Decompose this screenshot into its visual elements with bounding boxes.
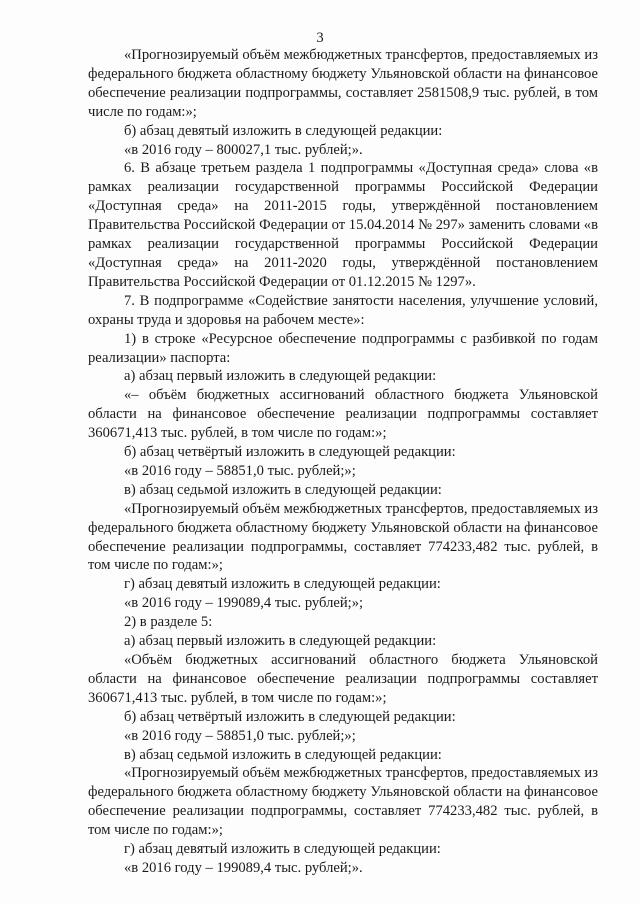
paragraph: а) абзац первый изложить в следующей редакции: <box>124 368 437 385</box>
paragraph: «Прогнозируемый объём межбюджетных трансфертов, предоставляемых из федерального бюджета областному бюджету Ульяновской области на финансовое обеспечение реализации подпрограммы, составляет 774233,482 тыс. рублей, в том числе по годам:»; <box>88 765 598 839</box>
paragraph: 1) в строке «Ресурсное обеспечение подпрограммы с разбивкой по годам реализации» паспорта: <box>88 330 598 366</box>
paragraph: г) абзац девятый изложить в следующей редакции: <box>124 841 441 858</box>
paragraph: 2) в разделе 5: <box>124 614 213 631</box>
paragraph: «в 2016 году – 800027,1 тыс. рублей;». <box>124 141 363 158</box>
paragraph: «в 2016 году – 58851,0 тыс. рублей;»; <box>124 727 356 744</box>
paragraph: 6. В абзаце третьем раздела 1 подпрограммы «Доступная среда» слова «в рамках реализации государственной программы Российской Федерации «Доступная среда» на 2011-2015 годы, утверждённой постановлением Правительства Российской Федерации от 15.04.2014 № 297» заменить словами «в рамках реализации государственной программы Российской Федерации «Доступная среда» на 2011-2020 годы, утверждённой постановлением Правительства Российской Федерации от 01.12.2015 № 1297». <box>88 160 598 290</box>
paragraph: «в 2016 году – 199089,4 тыс. рублей;». <box>124 859 363 876</box>
paragraph: «в 2016 году – 199089,4 тыс. рублей;»; <box>124 595 364 612</box>
paragraph: «Прогнозируемый объём межбюджетных трансфертов, предоставляемых из федерального бюджета областному бюджету Ульяновской области на финансовое обеспечение реализации подпрограммы, составляет 774233,482 тыс. рублей, в том числе по годам:»; <box>88 500 598 574</box>
document-body <box>88 46 598 878</box>
paragraph: в) абзац седьмой изложить в следующей редакции: <box>124 481 442 498</box>
paragraph: б) абзац девятый изложить в следующей редакции: <box>124 122 443 139</box>
paragraph: «– объём бюджетных ассигнований областного бюджета Ульяновской области на финансовое обеспечение реализации подпрограммы составляет 360671,413 тыс. рублей, в том числе по годам:»; <box>88 387 598 442</box>
paragraph: в) абзац седьмой изложить в следующей редакции: <box>124 746 442 763</box>
paragraph: 7. В подпрограмме «Содействие занятости населения, улучшение условий, охраны труда и здоровья на рабочем месте»: <box>88 292 598 328</box>
paragraph: а) абзац первый изложить в следующей редакции: <box>124 633 437 650</box>
paragraph: б) абзац четвёртый изложить в следующей редакции: <box>124 444 456 461</box>
paragraph: б) абзац четвёртый изложить в следующей редакции: <box>124 708 456 725</box>
paragraph: г) абзац девятый изложить в следующей редакции: <box>124 576 441 593</box>
paragraph: «в 2016 году – 58851,0 тыс. рублей;»; <box>124 462 356 479</box>
page-number: 3 <box>316 30 324 46</box>
paragraph: «Прогнозируемый объём межбюджетных трансфертов, предоставляемых из федерального бюджета областному бюджету Ульяновской области на финансовое обеспечение реализации подпрограммы, составляет 2581508,9 тыс. рублей, в том числе по годам:»; <box>88 47 598 120</box>
paragraph: «Объём бюджетных ассигнований областного бюджета Ульяновской области на финансовое обеспечение реализации подпрограммы составляет 360671,413 тыс. рублей, в том числе по годам:»; <box>88 652 598 706</box>
